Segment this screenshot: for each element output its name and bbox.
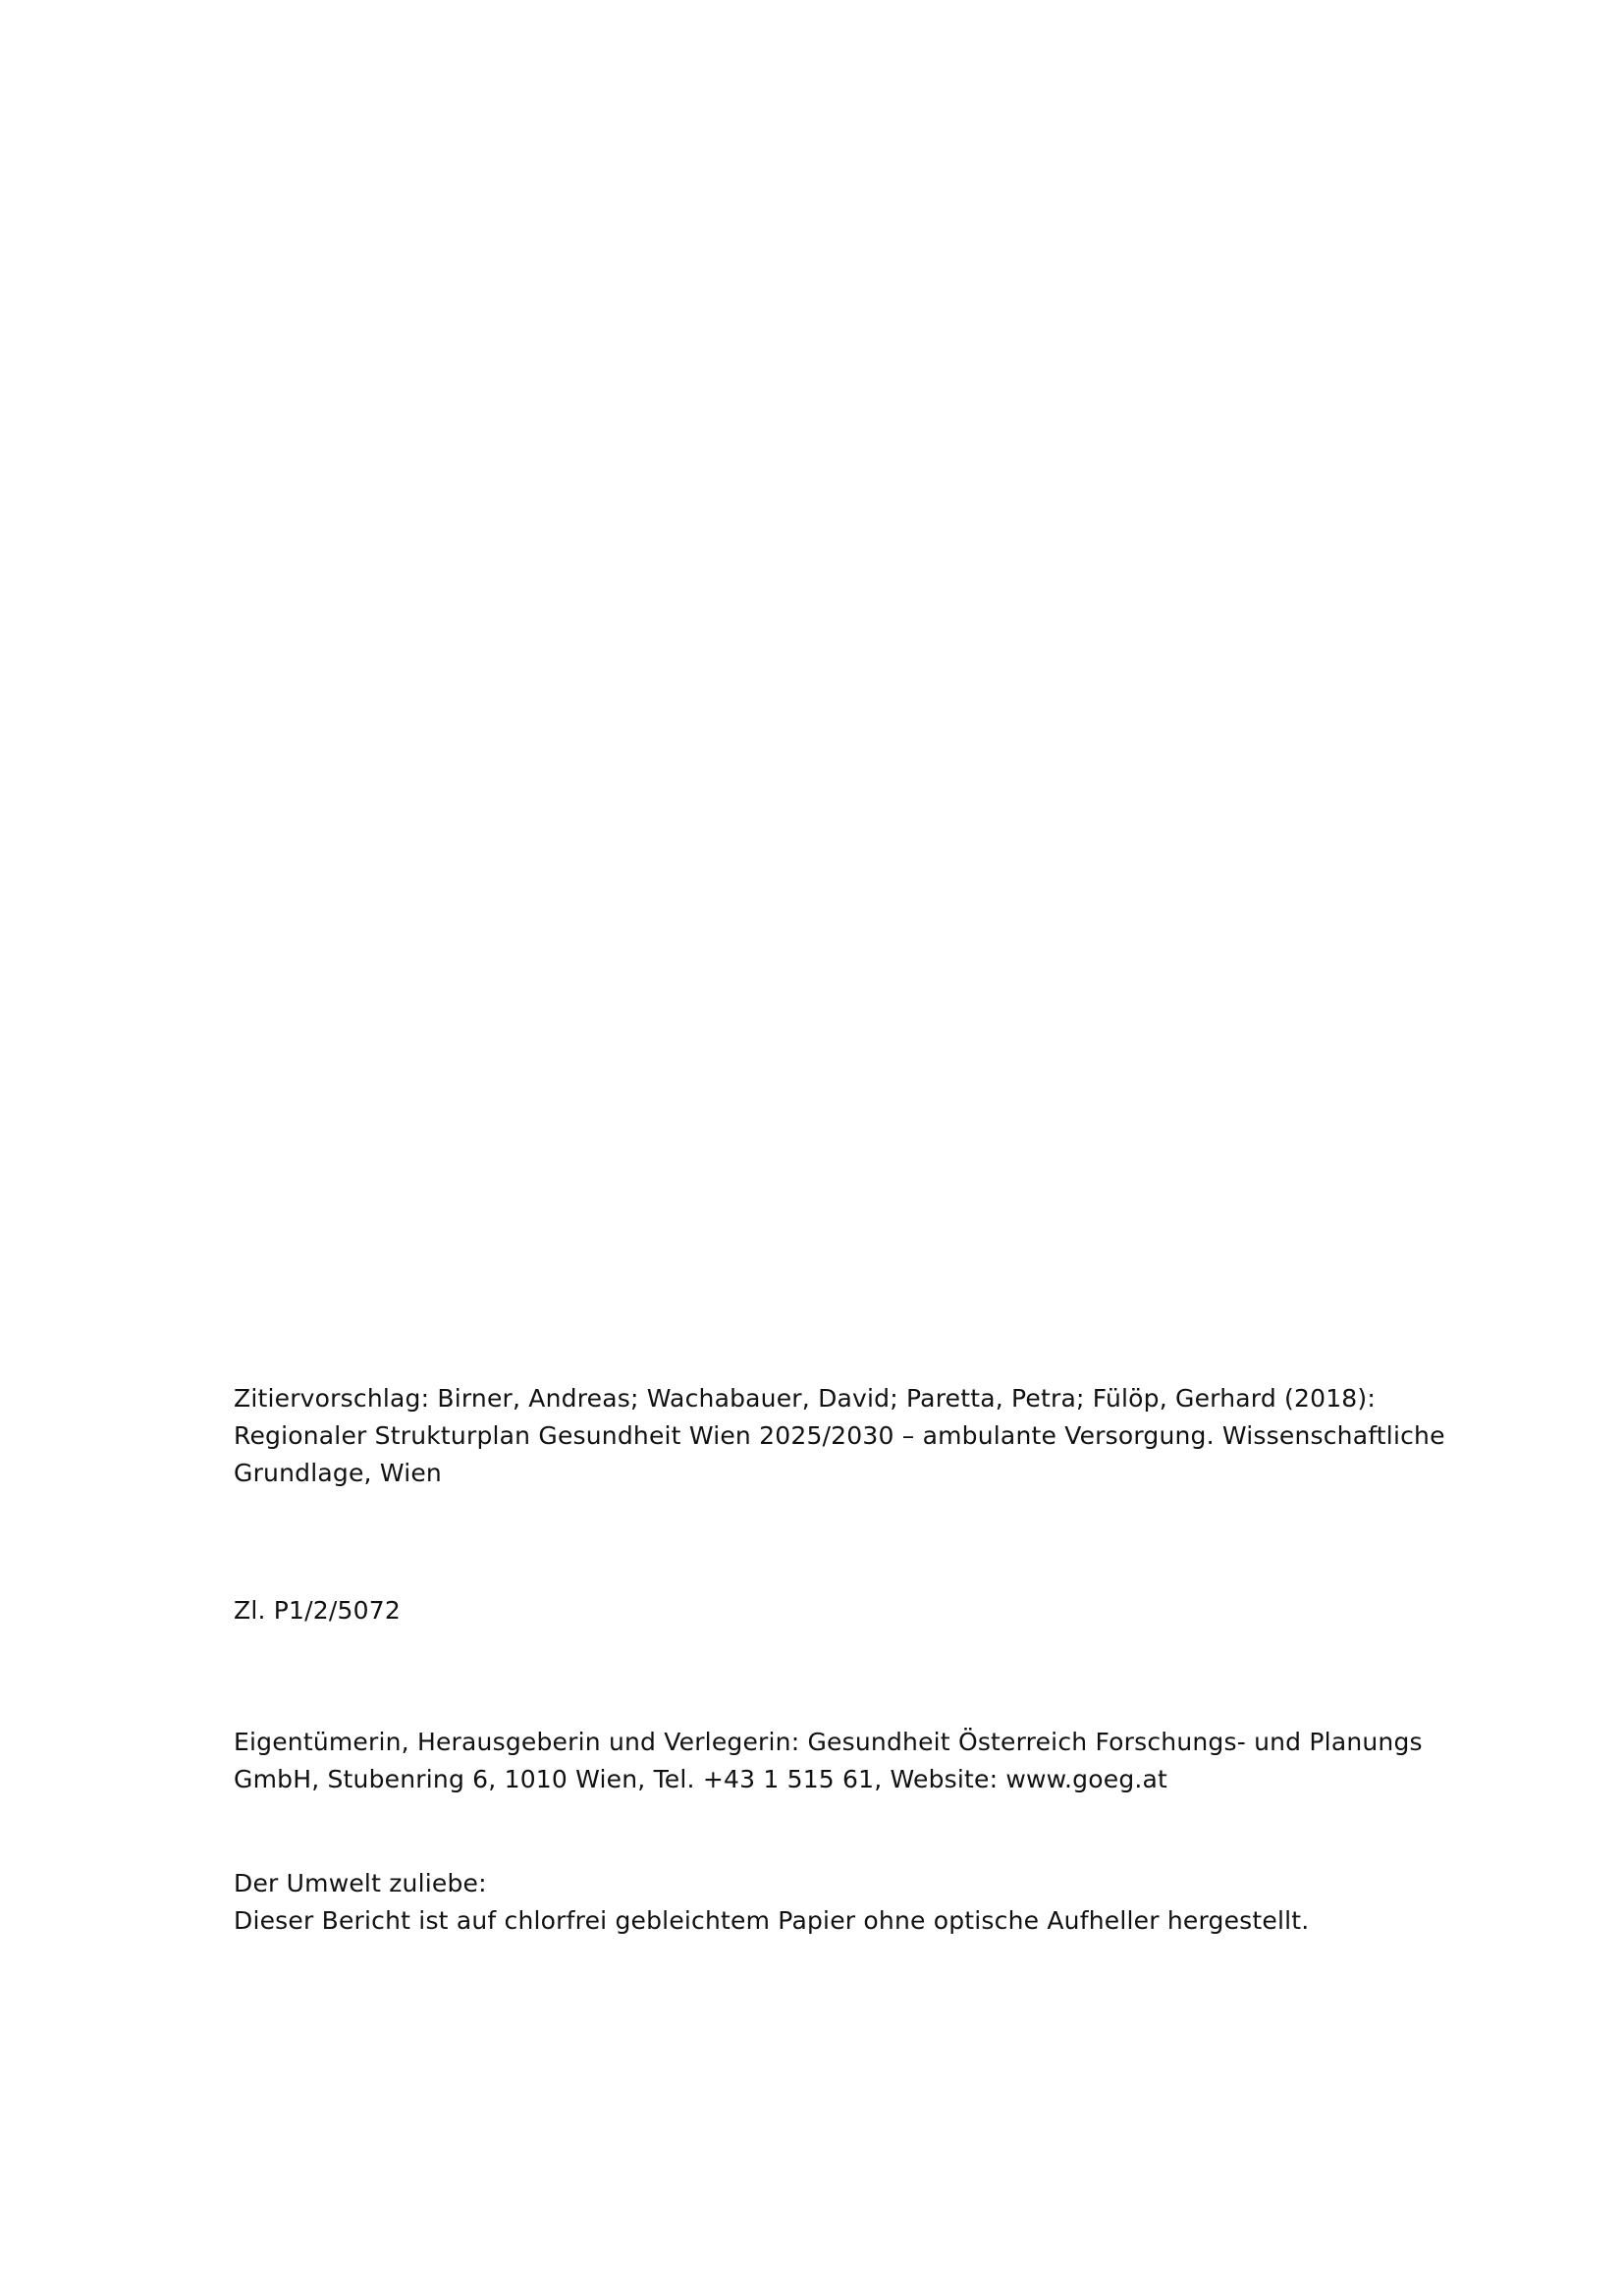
citation-line: Grundlage, Wien xyxy=(234,1459,442,1487)
citation-line: Regionaler Strukturplan Gesundheit Wien 2025/2030 – ambulante Versorgung. Wissenschaftliche xyxy=(234,1421,1445,1450)
environment-note-text: Dieser Bericht ist auf chlorfrei gebleichtem Papier ohne optische Aufheller hergestellt. xyxy=(234,1906,1310,1935)
reference-number xyxy=(234,1592,1412,1629)
publisher-line: GmbH, Stubenring 6, 1010 Wien, Tel. +43 1 515 61, Website: www.goeg.at xyxy=(234,1765,1168,1793)
environment-note xyxy=(234,1865,1412,1940)
publisher-line: Eigentümerin, Herausgeberin und Verlegerin: Gesundheit Österreich Forschungs- und Planungs xyxy=(234,1728,1423,1756)
environment-note-heading: Der Umwelt zuliebe: xyxy=(234,1869,487,1897)
publisher-info xyxy=(234,1724,1423,1798)
citation-line: Zitiervorschlag: Birner, Andreas; Wachabauer, David; Paretta, Petra; Fülöp, Gerhard (2018): xyxy=(234,1384,1376,1413)
citation-suggestion xyxy=(234,1380,1445,1492)
reference-number-text: Zl. P1/2/5072 xyxy=(234,1596,401,1625)
